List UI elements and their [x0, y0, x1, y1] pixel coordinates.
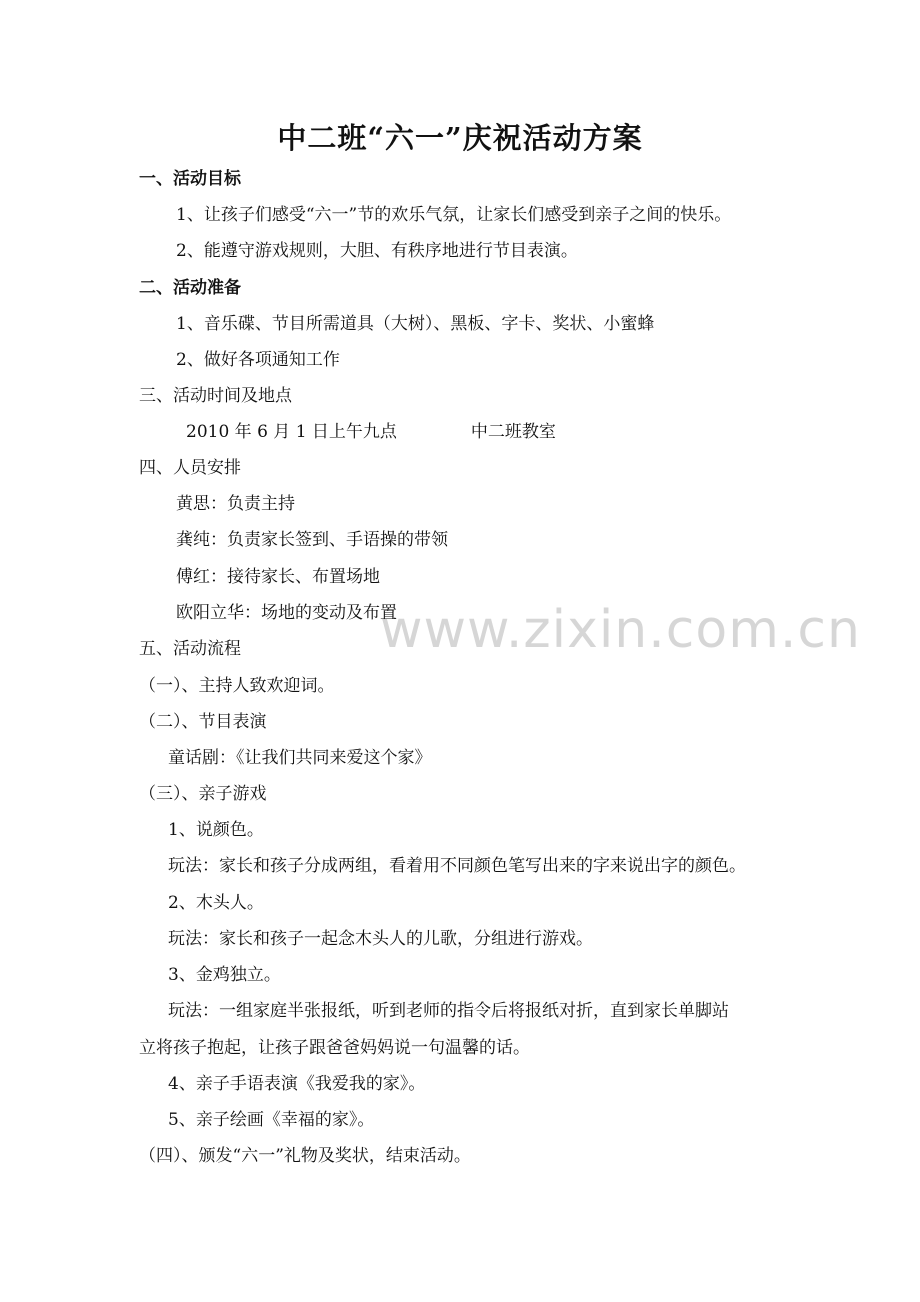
process-detail: 童话剧：《让我们共同来爱这个家》	[168, 748, 432, 768]
event-place: 中二班教室	[470, 422, 556, 442]
section-heading-goals: 一、活动目标	[139, 169, 241, 189]
process-step: （三）、亲子游戏	[139, 784, 267, 804]
game-item: 5、亲子绘画《幸福的家》。	[168, 1110, 375, 1130]
staff-item: 龚纯：负责家长签到、手语操的带领	[176, 530, 448, 550]
game-rule-continued: 立将孩子抱起，让孩子跟爸爸妈妈说一句温馨的话。	[139, 1038, 530, 1058]
game-rule: 玩法：家长和孩子分成两组，看着用不同颜色笔写出来的字来说出字的颜色。	[168, 856, 746, 876]
goal-item: 2、能遵守游戏规则，大胆、有秩序地进行节目表演。	[176, 241, 578, 261]
game-item: 4、亲子手语表演《我爱我的家》。	[168, 1074, 426, 1094]
game-rule: 玩法：家长和孩子一起念木头人的儿歌，分组进行游戏。	[168, 929, 593, 949]
staff-item: 黄思：负责主持	[176, 494, 295, 514]
process-step: （四）、颁发“六一”礼物及奖状，结束活动。	[139, 1146, 471, 1166]
game-item: 2、木头人。	[168, 893, 264, 913]
game-item: 1、说颜色。	[168, 820, 264, 840]
section-heading-staff: 四、人员安排	[139, 458, 241, 478]
game-rule: 玩法：一组家庭半张报纸，听到老师的指令后将报纸对折，直到家长单脚站	[168, 1001, 729, 1021]
goal-item: 1、让孩子们感受“六一”节的欢乐气氛，让家长们感受到亲子之间的快乐。	[176, 205, 732, 225]
process-step: （二）、节目表演	[139, 712, 267, 732]
section-heading-process: 五、活动流程	[139, 639, 241, 659]
process-step: （一）、主持人致欢迎词。	[139, 676, 335, 696]
preparation-item: 2、做好各项通知工作	[176, 350, 340, 370]
event-time: 2010 年 6 月 1 日上午九点	[186, 422, 397, 442]
time-place-line	[186, 421, 556, 443]
preparation-item: 1、音乐碟、节目所需道具（大树）、黑板、字卡、奖状、小蜜蜂	[176, 314, 655, 334]
game-item: 3、金鸡独立。	[168, 965, 281, 985]
section-heading-time-place: 三、活动时间及地点	[139, 386, 292, 406]
staff-item: 欧阳立华：场地的变动及布置	[176, 603, 397, 623]
document-title: 中二班“六一”庆祝活动方案	[277, 121, 643, 155]
staff-item: 傅红：接待家长、布置场地	[176, 567, 380, 587]
watermark: www.zixin.com.cn	[380, 600, 861, 660]
section-heading-preparation: 二、活动准备	[139, 278, 241, 298]
